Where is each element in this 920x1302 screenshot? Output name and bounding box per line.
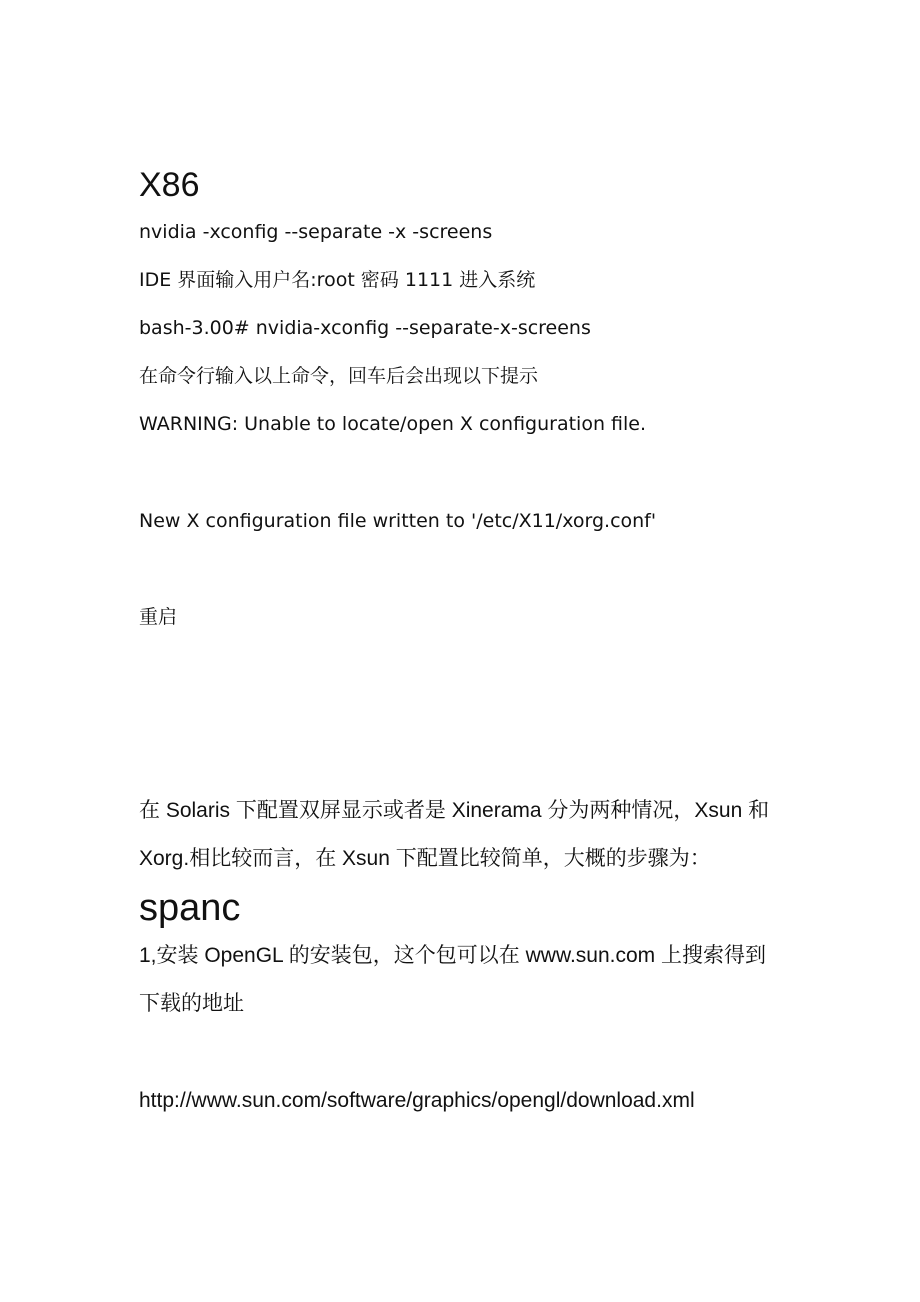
solaris-paragraph-line-1: 在 Solaris 下配置双屏显示或者是 Xinerama 分为两种情况，Xsun 和 [139, 799, 770, 822]
warning-message: WARNING: Unable to locate/open X configuration file. [139, 413, 647, 435]
heading-x86: X86 [139, 166, 200, 204]
solaris-paragraph-line-2: Xorg.相比较而言，在 Xsun 下配置比较简单，大概的步骤为： [139, 847, 711, 870]
heading-spanc: spanc [139, 887, 241, 929]
command-line-nvidia-xconfig: nvidia -xconfig --separate -x -screens [139, 221, 493, 243]
step-1-line-2: 下载的地址 [139, 992, 244, 1015]
bash-command-line: bash-3.00# nvidia-xconfig --separate-x-screens [139, 317, 591, 339]
reboot-label: 重启 [139, 606, 178, 628]
new-config-message: New X configuration file written to '/etc/X11/xorg.conf' [139, 510, 657, 532]
ide-login-instruction: IDE 界面输入用户名:root 密码 1111 进入系统 [139, 269, 536, 291]
download-url-text: http://www.sun.com/software/graphics/opengl/download.xml [139, 1089, 695, 1112]
step-1-line-1: 1,安装 OpenGL 的安装包，这个包可以在 www.sun.com 上搜索得到 [139, 944, 766, 967]
cn-prompt-instruction: 在命令行输入以上命令，回车后会出现以下提示 [139, 365, 539, 387]
